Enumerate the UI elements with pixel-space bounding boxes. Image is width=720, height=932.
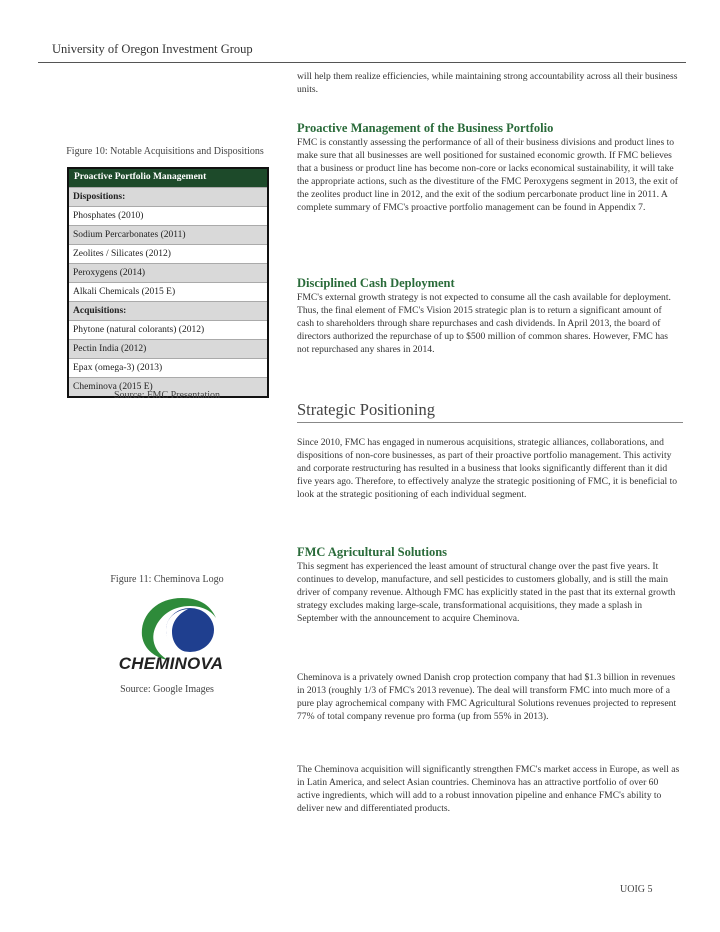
table-section-label: Dispositions:: [69, 187, 267, 206]
header-divider: [38, 62, 686, 63]
section-heading: FMC Agricultural Solutions: [297, 545, 448, 559]
portfolio-table-header: Proactive Portfolio Management: [69, 169, 267, 187]
cheminova-logo-wordmark: CHEMINOVA: [118, 654, 224, 673]
intro-paragraph: [297, 70, 681, 96]
strategic-body-text: Since 2010, FMC has engaged in numerous acquisitions, strategic alliances, collaborations, and dispositions of non-core businesses, as part of their proactive portfolio management. This activity and corporate restructuring has resulted in a business that looks significantly different than it did five years ago. Therefore, to effectively analyze the strategic positioning of FMC, it is beneficial to look at the strategic positioning of each individual segment.: [297, 437, 678, 500]
agricultural-paragraph-2: Cheminova is a privately owned Danish crop protection company that had $1.3 billion in revenues in 2013 (roughly 1/3 of FMC's 2013 revenue). The deal will transform FMC into much more of a pure play agrochemical company with FMC Agricultural Solutions revenues projected to represent 77% of total company revenue pro forma (up from 55% in 2013).: [297, 672, 677, 722]
document-header-title: University of Oregon Investment Group: [52, 42, 253, 56]
figure-11-caption: Figure 11: Cheminova Logo: [110, 574, 224, 585]
section-agricultural: [297, 545, 681, 625]
table-row: Sodium Percarbonates (2011): [69, 225, 267, 244]
table-row: Phosphates (2010): [69, 206, 267, 225]
section-heading: Proactive Management of the Business Portfolio: [297, 121, 554, 135]
strategic-positioning-body: [297, 436, 681, 501]
agricultural-paragraph-3-wrap: [297, 763, 681, 815]
table-row: Epax (omega-3) (2013): [69, 358, 267, 377]
section-body: FMC's external growth strategy is not expected to consume all the cash available for deployment. Thus, the final element of FMC's Vision 2015 strategic plan is to return a significant amount of cash to shareholders through share repurchases and cash dividends. In April 2013, the board of directors authorized the repurchase of up to $500 million of common shares. However, FMC has not repurchased any shares in 2014.: [297, 292, 671, 355]
strategic-positioning-heading: Strategic Positioning: [297, 400, 435, 419]
table-row: Cheminova (2015 E): [69, 377, 267, 396]
agricultural-paragraph-3: The Cheminova acquisition will significantly strengthen FMC's market access in Europe, as well as in Latin America, and select Asian countries. Cheminova has an attractive portfolio of over 60 active ingredients, which will add to a robust innovation pipeline and enhance FMC's ability to deliver new and differentiated products.: [297, 764, 680, 814]
figure-10-source: Source: FMC Presentation: [113, 390, 221, 401]
section-body: FMC is constantly assessing the performance of all of their business divisions and product lines to make sure that all businesses are well positioned for sustained economic growth. If FMC believes that a business or product line has become non-core or lacks economical sustainability, it will take the appropriate actions, such as the divestiture of the FMC Peroxygens segment in 2013, the exit of the zeolites product line in 2012, and the exit of the sodium percarbonate product line in 2011. A complete summary of FMC's proactive portfolio management can be found in Appendix 7.: [297, 137, 679, 213]
agricultural-paragraph-1: This segment has experienced the least amount of structural change over the past five years. It continues to develop, manufacture, and sell pesticides to customers globally, and is still the main driver of company revenue. Although FMC has explicitly stated in the past that its external growth strategy excludes making large-scale, transformational acquisitions, they made a splash in September with the announcement to acquire Cheminova.: [297, 561, 676, 624]
page-number: UOIG 5: [620, 884, 653, 895]
figure-10-caption: Figure 10: Notable Acquisitions and Dispositions: [66, 146, 264, 157]
table-row: Pectin India (2012): [69, 339, 267, 358]
table-row: Zeolites / Silicates (2012): [69, 244, 267, 263]
table-row: Peroxygens (2014): [69, 263, 267, 282]
section-portfolio: [297, 121, 681, 214]
section-cash-deployment: [297, 276, 681, 356]
portfolio-table: [67, 167, 269, 398]
agricultural-paragraph-2-wrap: [297, 671, 681, 723]
table-section-label: Acquisitions:: [69, 301, 267, 320]
intro-text: will help them realize efficiencies, while maintaining strong accountability across all their business units.: [297, 71, 678, 95]
table-row: Phytone (natural colorants) (2012): [69, 320, 267, 339]
strategic-positioning-rule: [297, 422, 683, 423]
section-heading: Disciplined Cash Deployment: [297, 276, 455, 290]
figure-11-source: Source: Google Images: [120, 684, 214, 695]
table-row: Alkali Chemicals (2015 E): [69, 282, 267, 301]
